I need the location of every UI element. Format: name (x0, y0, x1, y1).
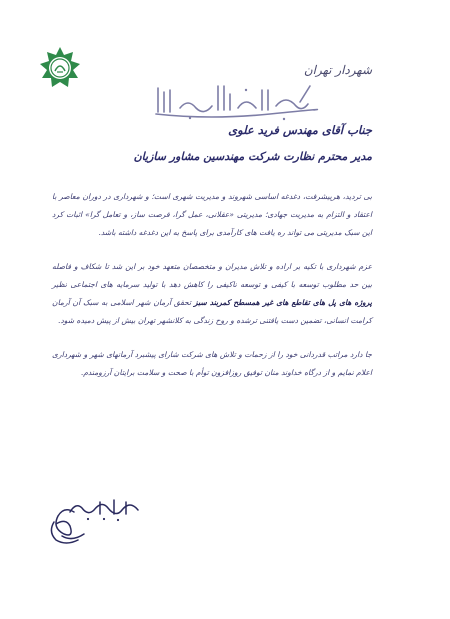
tehran-municipality-emblem-icon (38, 46, 82, 90)
paragraph-2 (52, 258, 372, 330)
letter-body (52, 188, 372, 398)
paragraph-2-text-a: عزم شهرداری با تکیه بر اراده و تلاش مدیران و متخصصان متعهد خود بر این شد تا شکاف و فاصله بین حد مطلوب توسعه با کیفی و توسعه ناکیفی را کاهش دهد با تولید سرمایه های اجتماعی نظیر (52, 262, 372, 289)
letterhead-title: شهردار تهران (303, 63, 372, 77)
signature-icon (44, 492, 144, 546)
paragraph-1: بی تردید، هرپیشرفت، دغدغه اساسی شهروند و مدیریت شهری است؛ و شهرداری در دوران معاصر با اعتقاد و التزام به مدیریت جهادی؛ مدیریتی «عقلانی، عمل گرا، فرصت ساز، و تعامل گرا» اثبات کرد این سبک مدیریتی می تواند ره یافت های کارآمدی برای پاسخ به این دغدغه داشته باشد. (52, 192, 372, 237)
paragraph-2-text-b: تحقق آرمان شهر اسلامی به سبک آن آرمان کرامت انسانی، تضمین دست یافتنی ترشده و روح زندگی به کلانشهر تهران بیش از پیش دمیده شود. (52, 298, 372, 325)
recipient-name: جناب آقای مهندس فرید علوی (228, 123, 372, 137)
recipient-title: مدیر محترم نظارت شرکت مهندسین مشاور سازیان (133, 150, 372, 163)
paragraph-2-highlight: پروژه های پل های تقاطع های غیر همسطح کمربند سبز (193, 298, 372, 307)
basmala-calligraphy-icon (150, 80, 320, 124)
paragraph-3: جا دارد مراتب قدردانی خود را از زحمات و تلاش های شرکت شارای پیشبرد آرمانهای شهر و شهرداری اعلام نمایم و از درگاه خداوند منان توفیق روزافزون توأم با صحت و سلامت برایتان آرزومندم. (52, 350, 372, 377)
